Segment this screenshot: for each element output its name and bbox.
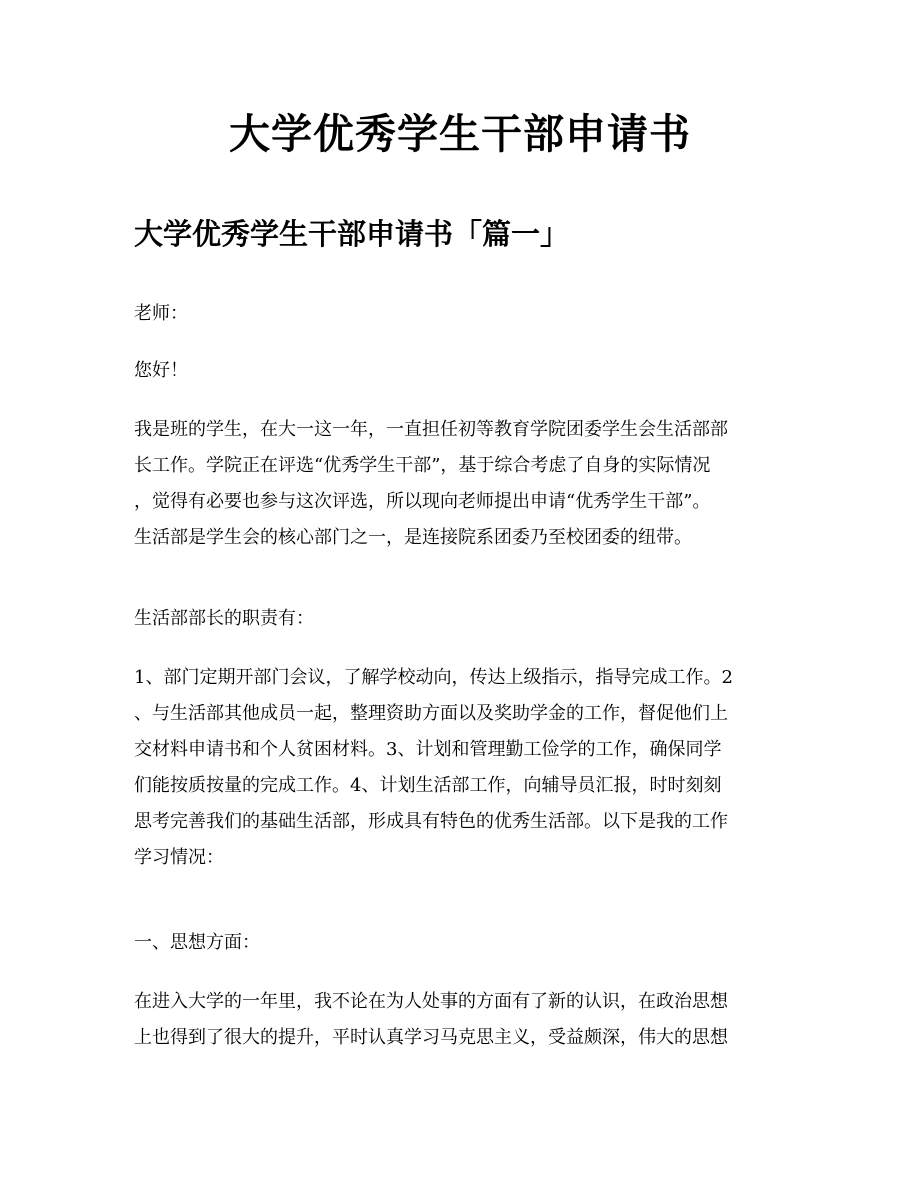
duties-intro: 生活部部长的职责有： — [134, 608, 314, 629]
paragraph-line: 在进入大学的一年里，我不论在为人处事的方面有了新的认识，在政治思想 — [134, 991, 728, 1012]
paragraph-line: 1、部门定期开部门会议，了解学校动向，传达上级指示，指导完成工作。2 — [134, 667, 733, 688]
paragraph-duties — [134, 660, 784, 876]
paragraph-line: ，觉得有必要也参与这次评选，所以现向老师提出申请“优秀学生干部”。 — [134, 491, 711, 512]
paragraph-line: 长工作。学院正在评选“优秀学生干部”，基于综合考虑了自身的实际情况 — [134, 455, 711, 476]
paragraph-line: 生活部是学生会的核心部门之一，是连接院系团委乃至校团委的纽带。 — [134, 527, 692, 548]
salutation: 老师： — [134, 303, 188, 324]
paragraph-intro — [134, 412, 784, 556]
paragraph-thought — [134, 984, 784, 1056]
paragraph-line: 我是班的学生，在大一这一年，一直担任初等教育学院团委学生会生活部部 — [134, 419, 728, 440]
paragraph-line: 、与生活部其他成员一起，整理资助方面以及奖助学金的工作，督促他们上 — [134, 703, 728, 724]
paragraph-line: 交材料申请书和个人贫困材料。3、计划和管理勤工俭学的工作，确保同学 — [134, 739, 722, 760]
subheading-thought: 一、思想方面： — [134, 932, 260, 953]
paragraph-line: 上也得到了很大的提升，平时认真学习马克思主义，受益颇深，伟大的思想 — [134, 1027, 728, 1048]
greeting: 您好！ — [134, 360, 188, 381]
paragraph-line: 思考完善我们的基础生活部，形成具有特色的优秀生活部。以下是我的工作 — [134, 811, 728, 832]
document-title: 大学优秀学生干部申请书 — [229, 110, 691, 158]
paragraph-line: 学习情况： — [134, 847, 224, 868]
paragraph-line: 们能按质按量的完成工作。4、计划生活部工作，向辅导员汇报，时时刻刻 — [134, 775, 722, 796]
section-heading: 大学优秀学生干部申请书「篇一」 — [134, 217, 570, 251]
